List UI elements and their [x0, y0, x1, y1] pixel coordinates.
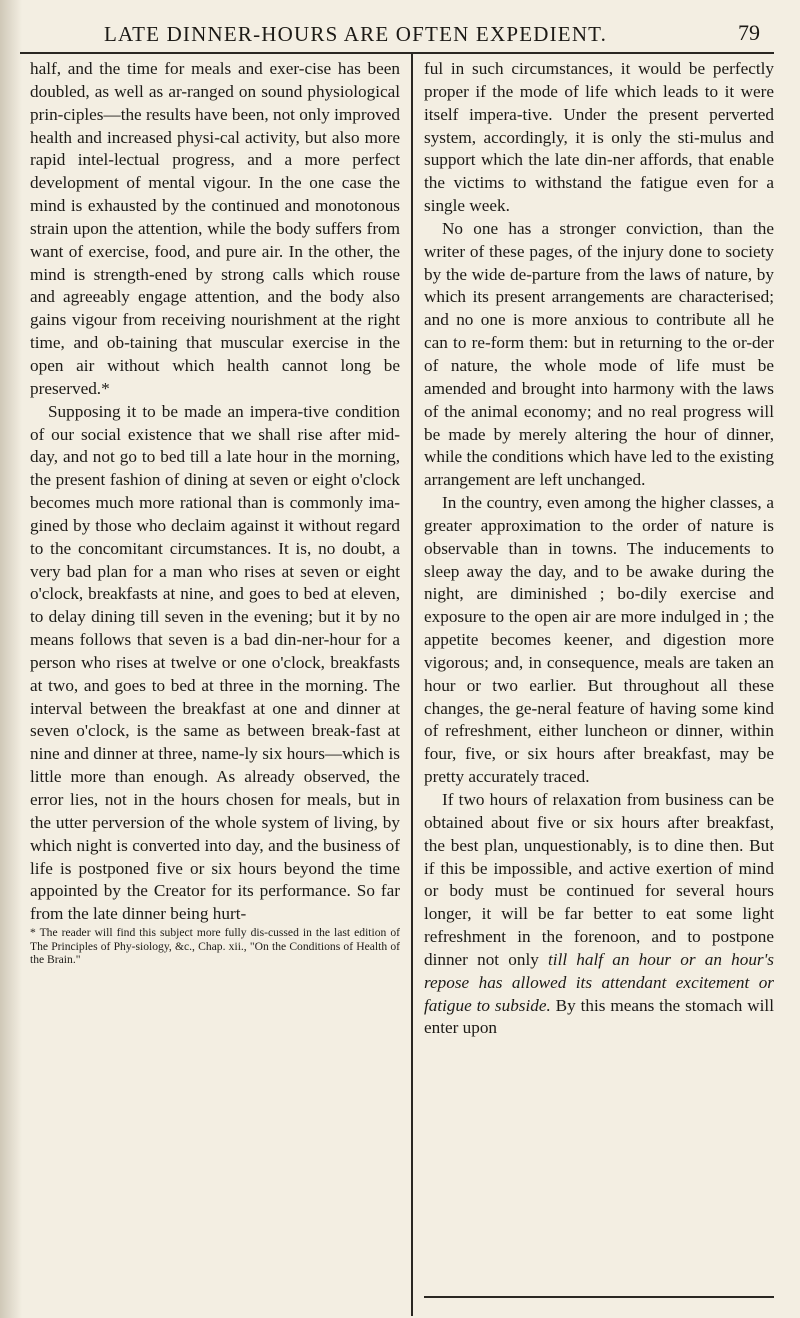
page-gutter-shadow: [0, 0, 22, 1318]
paragraph: In the country, even among the higher classes, a greater approximation to the order of nature is observable than in towns. The inducements to sleep away the day, and to be awake during the night, are diminished ; bo-dily exercise and exposure to the open air are more indulged in ; the appetite becomes keener, and digestion more vigorous; and, in consequence, meals are taken an hour or two earlier. But throughout all these changes, the ge-neral feature of having some kind of refreshment, either luncheon or dinner, within four, five, or six hours after breakfast, may be pretty accurately traced.: [424, 493, 774, 787]
italic-phrase: till half an hour or an hour's repose has allowed its attendant excitement or fatigue to subside.: [424, 949, 774, 1015]
paragraph-text: If two hours of relaxation from business can be obtained about five or six hours after breakfast, the best plan, unquestionably, is to dine then. But if this be impossible, and active exertion of mind or body must be continued for several hours longer, it will be far better to eat some light refreshment in the forenoon, and to postpone dinner not only: [424, 790, 774, 969]
paragraph: ful in such circumstances, it would be perfectly proper if the mode of life which leads to it were itself impera-tive. Under the present perverted system, accordingly, it is only the sti-mulus and support which the late din-ner affords, that enable the victims to withstand the fatigue even for a single week.: [424, 59, 774, 216]
column-divider: [411, 54, 413, 1316]
right-column: [424, 58, 774, 1040]
paragraph-text: By this means the stomach will enter upon: [424, 995, 774, 1038]
bottom-rule: [424, 1296, 774, 1298]
paragraph: [424, 789, 774, 1040]
running-head: LATE DINNER-HOURS ARE OFTEN EXPEDIENT.: [104, 22, 608, 46]
paragraph: half, and the time for meals and exer-cise has been doubled, as well as ar-ranged on sound physiological prin-ciples—the results have been, not only improved health and increased physi-cal activity, but also more rapid intel-lectual progress, and a more perfect development of mental vigour. In the one case the mind is exhausted by the continued and monotonous strain upon the attention, while the body suffers from want of exercise, food, and pure air. In the other, the mind is strength-ened by strong calls which rouse and agreeably engage attention, and the body also gains vigour from receiving nourishment at the right time, and ob-taining that muscular exercise in the open air without which health cannot long be preserved.*: [30, 59, 400, 398]
footnote: * The reader will find this subject more fully dis-cussed in the last edition of The Principles of Phy-siology, &c., Chap. xii., "On the Conditions of Health of the Brain.": [30, 926, 400, 967]
paragraph: Supposing it to be made an impera-tive condition of our social existence that we shall rise after mid-day, and not go to bed till a late hour in the morning, the present fashion of dining at seven or eight o'clock becomes much more rational than is commonly ima-gined by those who declaim against it without regard to the concomitant circumstances. It is, no doubt, a very bad plan for a man who rises at seven or eight o'clock, breakfasts at nine, and goes to bed at eleven, to delay dining till seven in the evening; but it by no means follows that seven is a bad din-ner-hour for a person who rises at twelve or one o'clock, breakfasts at two, and goes to bed at three in the morning. The interval between the breakfast at one and dinner at seven o'clock, is the same as between break-fast at nine and dinner at three, name-ly six hours—which is little more than enough. As already observed, the error lies, not in the hours chosen for meals, but in the utter perversion of the whole system of living, by which night is converted into day, and the business of life is postponed five or six hours beyond the time appointed by the Creator for its performance. So far from the late dinner being hurt-: [30, 401, 400, 924]
page-header: [26, 14, 766, 54]
paragraph: No one has a stronger conviction, than the writer of these pages, of the injury done to society by the wide de-parture from the laws of nature, by which its present arrangements are characterised; and no one is more anxious to contribute all he can to re-form them: but in returning to the or-der of nature, the whole mode of life must be amended and brought into harmony with the laws of the animal economy; and no real progress will be made by merely altering the hour of dinner, while the conditions which have led to the existing arrangement are left unchanged.: [424, 218, 774, 490]
left-column: [30, 58, 400, 967]
header-rule: [20, 52, 774, 54]
page-number: 79: [738, 20, 760, 45]
